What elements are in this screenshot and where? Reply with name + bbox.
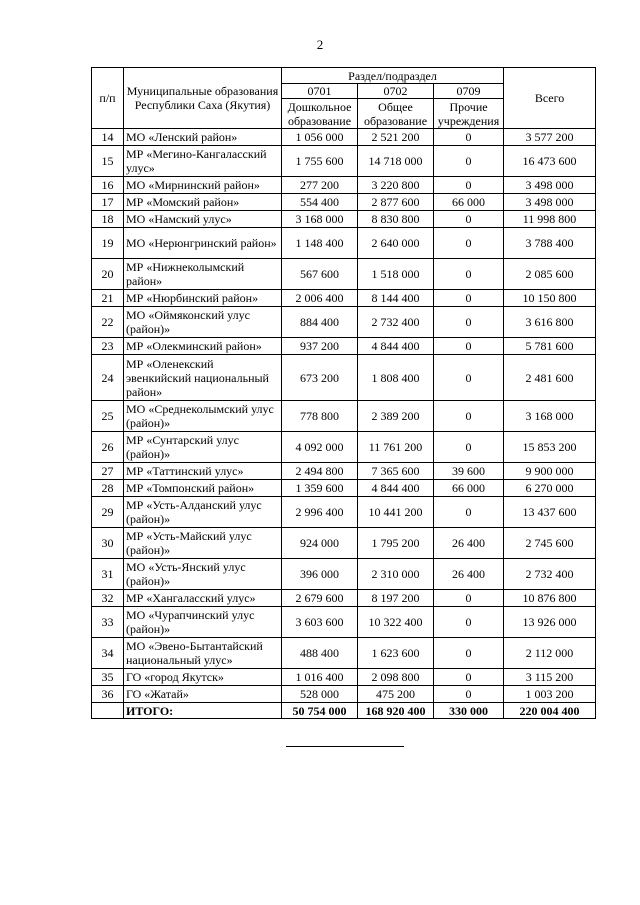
preschool-amount: 488 400 xyxy=(282,638,358,669)
preschool-amount: 528 000 xyxy=(282,686,358,703)
table-row xyxy=(92,463,596,480)
municipality-name: МР «Момский район» xyxy=(124,194,282,211)
preschool-amount: 277 200 xyxy=(282,177,358,194)
other-amount: 0 xyxy=(434,669,504,686)
total-num-cell xyxy=(92,703,124,719)
total-sum: 220 004 400 xyxy=(504,703,596,719)
total-amount: 2 085 600 xyxy=(504,259,596,290)
total-label: ИТОГО: xyxy=(124,703,282,719)
general-amount: 8 830 800 xyxy=(358,211,434,228)
table-row xyxy=(92,528,596,559)
preschool-amount: 567 600 xyxy=(282,259,358,290)
table-row xyxy=(92,228,596,259)
row-number: 26 xyxy=(92,432,124,463)
preschool-amount: 396 000 xyxy=(282,559,358,590)
table-row xyxy=(92,432,596,463)
table-row xyxy=(92,194,596,211)
other-amount: 0 xyxy=(434,259,504,290)
municipality-name: ГО «город Якутск» xyxy=(124,669,282,686)
total-amount: 11 998 800 xyxy=(504,211,596,228)
municipality-name: МР «Нюрбинский район» xyxy=(124,290,282,307)
row-number: 32 xyxy=(92,590,124,607)
row-number: 31 xyxy=(92,559,124,590)
table-row xyxy=(92,259,596,290)
row-number: 27 xyxy=(92,463,124,480)
other-amount: 0 xyxy=(434,228,504,259)
other-amount: 0 xyxy=(434,338,504,355)
other-amount: 66 000 xyxy=(434,194,504,211)
other-amount: 0 xyxy=(434,497,504,528)
table-row xyxy=(92,559,596,590)
row-number: 23 xyxy=(92,338,124,355)
general-amount: 8 197 200 xyxy=(358,590,434,607)
preschool-amount: 554 400 xyxy=(282,194,358,211)
other-amount: 0 xyxy=(434,177,504,194)
total-general: 168 920 400 xyxy=(358,703,434,719)
total-amount: 9 900 000 xyxy=(504,463,596,480)
general-amount: 2 521 200 xyxy=(358,129,434,146)
total-amount: 3 168 000 xyxy=(504,401,596,432)
total-amount: 3 788 400 xyxy=(504,228,596,259)
preschool-amount: 937 200 xyxy=(282,338,358,355)
municipality-name: МО «Нерюнгринский район» xyxy=(124,228,282,259)
general-amount: 2 389 200 xyxy=(358,401,434,432)
footer-rule xyxy=(286,746,404,747)
row-number: 30 xyxy=(92,528,124,559)
municipality-name: МО «Намский улус» xyxy=(124,211,282,228)
total-amount: 3 498 000 xyxy=(504,194,596,211)
other-amount: 39 600 xyxy=(434,463,504,480)
municipality-name: МР «Мегино-Кангаласский улус» xyxy=(124,146,282,177)
general-amount: 1 623 600 xyxy=(358,638,434,669)
other-amount: 26 400 xyxy=(434,559,504,590)
municipality-name: МО «Среднеколымский улус (район)» xyxy=(124,401,282,432)
row-number: 25 xyxy=(92,401,124,432)
total-amount: 2 745 600 xyxy=(504,528,596,559)
table-row xyxy=(92,129,596,146)
general-amount: 1 518 000 xyxy=(358,259,434,290)
other-amount: 0 xyxy=(434,432,504,463)
municipality-name: МО «Ленский район» xyxy=(124,129,282,146)
table-row xyxy=(92,607,596,638)
other-amount: 0 xyxy=(434,146,504,177)
row-number: 17 xyxy=(92,194,124,211)
table-row xyxy=(92,307,596,338)
municipality-name: МР «Таттинский улус» xyxy=(124,463,282,480)
general-amount: 475 200 xyxy=(358,686,434,703)
row-number: 20 xyxy=(92,259,124,290)
general-amount: 2 732 400 xyxy=(358,307,434,338)
other-amount: 0 xyxy=(434,590,504,607)
total-amount: 1 003 200 xyxy=(504,686,596,703)
municipality-name: МР «Усть-Майский улус (район)» xyxy=(124,528,282,559)
other-amount: 0 xyxy=(434,638,504,669)
page-number: 2 xyxy=(316,37,324,52)
table-row xyxy=(92,338,596,355)
row-number: 35 xyxy=(92,669,124,686)
header-code-0709: 0709 xyxy=(434,84,504,99)
preschool-amount: 2 679 600 xyxy=(282,590,358,607)
preschool-amount: 778 800 xyxy=(282,401,358,432)
table-row xyxy=(92,401,596,432)
total-amount: 2 112 000 xyxy=(504,638,596,669)
total-amount: 10 876 800 xyxy=(504,590,596,607)
general-amount: 14 718 000 xyxy=(358,146,434,177)
row-number: 16 xyxy=(92,177,124,194)
municipality-name: МР «Томпонский район» xyxy=(124,480,282,497)
other-amount: 0 xyxy=(434,290,504,307)
total-amount: 15 853 200 xyxy=(504,432,596,463)
total-amount: 3 577 200 xyxy=(504,129,596,146)
municipality-name: МР «Сунтарский улус (район)» xyxy=(124,432,282,463)
table-row xyxy=(92,497,596,528)
general-amount: 3 220 800 xyxy=(358,177,434,194)
row-number: 33 xyxy=(92,607,124,638)
table-row xyxy=(92,669,596,686)
header-sub-general: Общее образование xyxy=(358,99,434,129)
other-amount: 0 xyxy=(434,307,504,338)
budget-table xyxy=(91,67,596,719)
other-amount: 0 xyxy=(434,607,504,638)
municipality-name: МО «Оймяконский улус (район)» xyxy=(124,307,282,338)
preschool-amount: 1 755 600 xyxy=(282,146,358,177)
total-amount: 5 781 600 xyxy=(504,338,596,355)
preschool-amount: 1 016 400 xyxy=(282,669,358,686)
table-row xyxy=(92,211,596,228)
municipality-name: МО «Чурапчинский улус (район)» xyxy=(124,607,282,638)
total-amount: 3 498 000 xyxy=(504,177,596,194)
header-sub-preschool: Дошкольное образование xyxy=(282,99,358,129)
total-amount: 16 473 600 xyxy=(504,146,596,177)
preschool-amount: 3 603 600 xyxy=(282,607,358,638)
header-code-0701: 0701 xyxy=(282,84,358,99)
row-number: 22 xyxy=(92,307,124,338)
general-amount: 4 844 400 xyxy=(358,480,434,497)
other-amount: 26 400 xyxy=(434,528,504,559)
other-amount: 0 xyxy=(434,355,504,401)
row-number: 19 xyxy=(92,228,124,259)
total-amount: 3 115 200 xyxy=(504,669,596,686)
table-row xyxy=(92,638,596,669)
table-row xyxy=(92,686,596,703)
total-other: 330 000 xyxy=(434,703,504,719)
table-row xyxy=(92,480,596,497)
table-row xyxy=(92,146,596,177)
general-amount: 8 144 400 xyxy=(358,290,434,307)
table-footer xyxy=(92,703,596,719)
header-sub-other: Прочие учреждения xyxy=(434,99,504,129)
header-municipality: Муниципальные образования Республики Саха (Якутия) xyxy=(124,68,282,129)
row-number: 36 xyxy=(92,686,124,703)
total-amount: 2 732 400 xyxy=(504,559,596,590)
preschool-amount: 924 000 xyxy=(282,528,358,559)
general-amount: 2 310 000 xyxy=(358,559,434,590)
row-number: 29 xyxy=(92,497,124,528)
total-amount: 10 150 800 xyxy=(504,290,596,307)
header-total: Всего xyxy=(504,68,596,129)
total-amount: 13 926 000 xyxy=(504,607,596,638)
row-number: 28 xyxy=(92,480,124,497)
preschool-amount: 2 494 800 xyxy=(282,463,358,480)
table-row xyxy=(92,590,596,607)
row-number: 21 xyxy=(92,290,124,307)
total-row xyxy=(92,703,596,719)
row-number: 34 xyxy=(92,638,124,669)
other-amount: 0 xyxy=(434,401,504,432)
row-number: 14 xyxy=(92,129,124,146)
total-amount: 6 270 000 xyxy=(504,480,596,497)
other-amount: 0 xyxy=(434,686,504,703)
general-amount: 11 761 200 xyxy=(358,432,434,463)
other-amount: 0 xyxy=(434,211,504,228)
preschool-amount: 2 996 400 xyxy=(282,497,358,528)
municipality-name: ГО «Жатай» xyxy=(124,686,282,703)
table-row xyxy=(92,177,596,194)
municipality-name: МО «Эвено-Бытантайский национальный улус» xyxy=(124,638,282,669)
preschool-amount: 1 148 400 xyxy=(282,228,358,259)
preschool-amount: 3 168 000 xyxy=(282,211,358,228)
general-amount: 1 808 400 xyxy=(358,355,434,401)
table-header xyxy=(92,68,596,129)
municipality-name: МО «Мирнинский район» xyxy=(124,177,282,194)
general-amount: 2 877 600 xyxy=(358,194,434,211)
preschool-amount: 4 092 000 xyxy=(282,432,358,463)
header-section: Раздел/подраздел xyxy=(282,68,504,84)
general-amount: 10 441 200 xyxy=(358,497,434,528)
municipality-name: МР «Нижнеколымский район» xyxy=(124,259,282,290)
table-row xyxy=(92,355,596,401)
row-number: 18 xyxy=(92,211,124,228)
general-amount: 2 098 800 xyxy=(358,669,434,686)
preschool-amount: 884 400 xyxy=(282,307,358,338)
total-amount: 13 437 600 xyxy=(504,497,596,528)
municipality-name: МР «Хангаласский улус» xyxy=(124,590,282,607)
other-amount: 66 000 xyxy=(434,480,504,497)
header-code-0702: 0702 xyxy=(358,84,434,99)
total-amount: 3 616 800 xyxy=(504,307,596,338)
row-number: 24 xyxy=(92,355,124,401)
total-preschool: 50 754 000 xyxy=(282,703,358,719)
header-num: п/п xyxy=(92,68,124,129)
total-amount: 2 481 600 xyxy=(504,355,596,401)
row-number: 15 xyxy=(92,146,124,177)
general-amount: 7 365 600 xyxy=(358,463,434,480)
preschool-amount: 1 359 600 xyxy=(282,480,358,497)
general-amount: 4 844 400 xyxy=(358,338,434,355)
municipality-name: МР «Олекминский район» xyxy=(124,338,282,355)
general-amount: 2 640 000 xyxy=(358,228,434,259)
municipality-name: МР «Оленекский эвенкийский национальный район» xyxy=(124,355,282,401)
table-body xyxy=(92,129,596,703)
general-amount: 10 322 400 xyxy=(358,607,434,638)
preschool-amount: 673 200 xyxy=(282,355,358,401)
preschool-amount: 1 056 000 xyxy=(282,129,358,146)
municipality-name: МР «Усть-Алданский улус (район)» xyxy=(124,497,282,528)
other-amount: 0 xyxy=(434,129,504,146)
table-row xyxy=(92,290,596,307)
preschool-amount: 2 006 400 xyxy=(282,290,358,307)
general-amount: 1 795 200 xyxy=(358,528,434,559)
municipality-name: МО «Усть-Янский улус (район)» xyxy=(124,559,282,590)
